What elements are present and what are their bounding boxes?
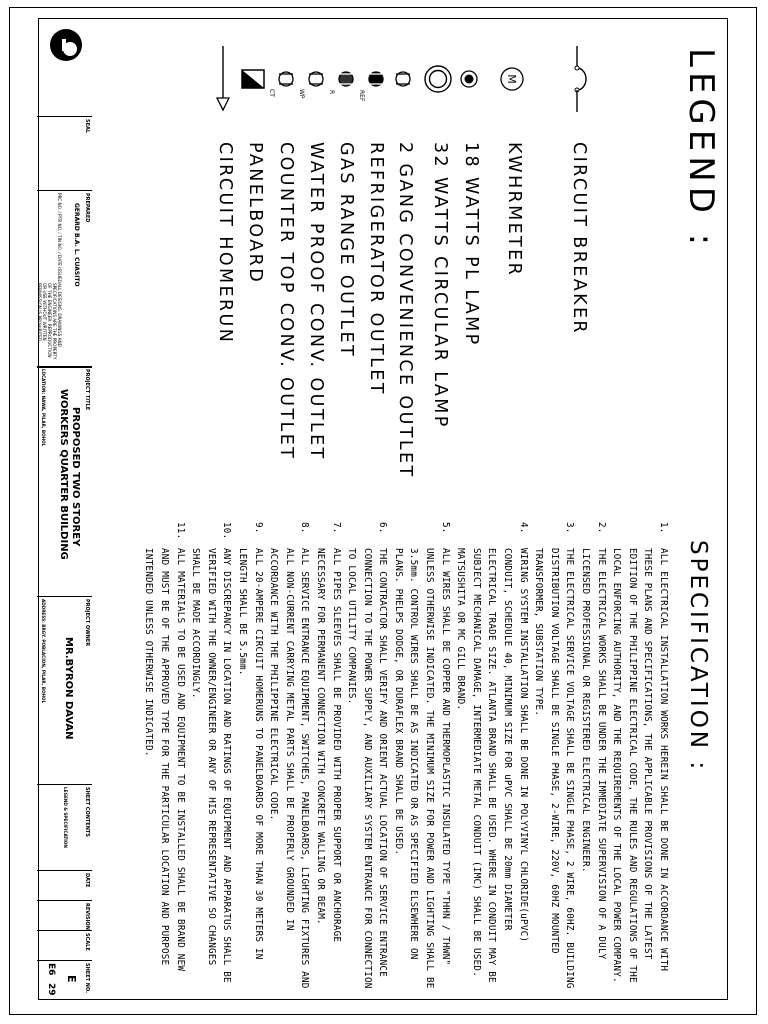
legend-item: [359, 30, 389, 550]
specification-list: [141, 522, 671, 992]
sheet-contents-value: LEGEND & SPECIFICATION: [63, 787, 68, 848]
date-label: DATE: [84, 873, 90, 888]
counter-top-outlet-icon: [269, 44, 299, 114]
project-location: LOCATION: NAWA, PILAR, BOHOL: [41, 369, 46, 447]
legend-item-label: COUNTER TOP CONV. OUTLET: [276, 142, 296, 461]
spec-item-number: 10.: [221, 522, 233, 540]
spec-item: [577, 522, 608, 992]
spec-item: [390, 522, 452, 992]
legend-item: [388, 30, 418, 550]
legend-item: [497, 30, 527, 550]
spec-item-number: 11.: [174, 522, 186, 540]
scale-cell: [37, 931, 92, 961]
kwh-meter-symbol-text: M: [505, 74, 518, 84]
spec-item-number: 6.: [377, 522, 389, 534]
legend-item: [423, 30, 453, 550]
legend-item-label: CIRCUIT HOMERUN: [215, 142, 235, 345]
prc-lines: PRC NO. / PTR NO. / TIN NO. / DATE ISSUED: [57, 193, 62, 283]
sheet-letter: E: [65, 975, 78, 983]
circular-lamp-icon: [423, 44, 453, 114]
refrigerator-outlet-icon: [359, 44, 389, 114]
water-proof-symbol-text: WP: [298, 89, 305, 99]
legend-item-label: WATER PROOF CONV. OUTLET: [306, 142, 326, 461]
spec-item-text: ALL 20-AMPERE CIRCUIT HOMERUNS TO PANELBOARDS OF MORE THAN 30 METERS IN LENGTH SHALL BE 5.5mm.: [236, 548, 264, 960]
spec-item-text: ALL MATERIALS TO BE USED AND EQUIPMENT TO BE INSTALLED SHALL BE BRAND NEW AND MUST BE OF THE APPROVED TYPE FOR THE PARTICULAR LOCATION AND PURPOSE INTENDED UNLESS OTHERWISE INDICATED.: [143, 548, 186, 972]
spec-item-number: 1.: [658, 522, 669, 534]
sheet-total: 29: [46, 983, 56, 996]
spec-item-text: THE ELECTRICAL WORKS SHALL BE UNDER THE IMMEDIATE SUPERVISION OF A DULY LICENSED PROFESSIONAL OR REGISTERED ELECTRICAL ENGINEER.: [580, 548, 607, 960]
spec-item-text: ALL SERVICE ENTRANCE EQUIPMENT, SWITCHES, PANELBOARDS, LIGHTING FIXTURES AND ALL NON-CURRENT CARRYING METAL PARTS SHALL BE PROPERLY GROUNDED IN ACCORDANCE WITH THE PHILIPPINE ELECTRICAL CODE.: [268, 548, 311, 989]
legend-title: LEGEND :: [681, 48, 721, 251]
pl-lamp-icon: [454, 44, 484, 114]
legend-item-label: PANELBOARD: [245, 142, 265, 285]
sheet-label: SHEET NO.: [84, 963, 90, 993]
sheet-contents-label: SHEET CONTENTS: [84, 787, 90, 837]
refrigerator-symbol-text: REF: [358, 90, 365, 102]
spec-item: [344, 522, 391, 992]
seal-cell: [37, 117, 92, 191]
spec-item-text: THE CONTRACTOR SHALL VERIFY AND ORIENT ACTUAL LOCATION OF SERVICE ENTRANCE CONNECTION TO THE POWER SUPPLY, AND AUXILIARY SYSTEM ENTRANCE FOR CONNECTION TO LOCAL UTILITY COMPANIES.: [346, 548, 389, 989]
scale-label: SCALE: [84, 933, 90, 951]
project-line-1: PROPOSED TWO STOREY: [70, 407, 81, 547]
spec-item-number: 2.: [595, 522, 607, 534]
spec-item: [188, 522, 235, 992]
spec-item-number: 9.: [252, 522, 264, 534]
spec-item-text: WIRING SYSTEM INSTALLATION SHALL BE DONE IN POLYVINYL CHLORIDE(uPVC) CONDUIT, SCHEDULE 40, MINIMUM SIZE FOR uPVC SHALL BE 20mm DIAMETER ELECTRICAL TRADE SIZE. ATLANTA BRAND SHALL BE USED. WHERE IN CONDUIT MAY BE SUBJECT MECHANICAL DAMAGE, INTERMEDIATE METAL CONDUIT (IMC) SHALL BE USED. MATSUSHITA OR MC GILL BRAND.: [455, 548, 529, 983]
spec-item: [141, 522, 188, 992]
project-line-2: WORKERS QUARTER BUILDING: [58, 389, 69, 560]
spec-item: [234, 522, 265, 992]
legend-item: [299, 30, 329, 550]
revision-cell: [37, 901, 92, 931]
engineer-name: GERARD B.A. L. CUASITO: [73, 203, 80, 287]
spec-item-number: 7.: [330, 522, 342, 534]
spec-item: [609, 522, 671, 992]
homerun-arrow-icon: [208, 44, 238, 114]
date-cell: [37, 871, 92, 901]
convenience-outlet-icon: [388, 44, 418, 114]
circuit-breaker-icon: [562, 44, 592, 114]
sheet-contents-cell: [37, 785, 92, 871]
spec-item-text: ANY DISCREPANCY IN LOCATION AND RATINGS OF EQUIPMENT AND APPARATUS SHALL BE VERIFIED WITH THE OWNER/ENGINEER OR ANY OF HIS REPRESENTATIVE SO CHANGES SHALL BE MADE ACCORDINGLY.: [190, 548, 233, 983]
legend-item: [329, 30, 359, 550]
title-block: [37, 19, 92, 999]
spec-item: [266, 522, 313, 992]
project-label: PROJECT TITLE: [84, 369, 90, 411]
spec-item-number: 4.: [517, 522, 529, 534]
legend-item-label: CIRCUIT BREAKER: [569, 142, 589, 335]
notes-text: ALL DESIGNS, DRAWINGS AND SPECIFICATIONS ARE THE PROPERTY OF THE ENGINEER. REPRODUCTION OR USE WITHOUT WRITTEN PERMISSION IS PROHIBITED.: [37, 283, 62, 360]
owner-name: MR.BYRON DAVAN: [63, 637, 74, 740]
sheet-number: E6: [46, 963, 56, 976]
legend-item: [562, 30, 592, 550]
gas-range-symbol-text: R: [328, 90, 335, 95]
logo-cell: [37, 19, 92, 117]
kwh-meter-icon: [497, 44, 527, 114]
project-cell: [37, 367, 92, 597]
spec-item-number: 5.: [439, 522, 451, 534]
specification-title: SPECIFICATION :: [685, 540, 711, 773]
owner-cell: [37, 597, 92, 785]
legend-item: [208, 30, 238, 550]
legend-item-label: 2 GANG CONVENIENCE OUTLET: [395, 142, 415, 479]
water-proof-outlet-icon: [299, 44, 329, 114]
panelboard-icon: [238, 44, 268, 114]
counter-top-symbol-text: CT: [268, 89, 275, 97]
prepared-label: PREPARED: [84, 193, 90, 223]
legend-item: [269, 30, 299, 550]
sheet-content: [103, 30, 725, 998]
spec-item-number: 8.: [299, 522, 311, 534]
sheet-number-cell: [37, 961, 92, 999]
firm-logo-icon: [46, 25, 86, 65]
spec-item-text: ALL PIPES SLEEVES SHALL BE PROVIDED WITH PROPER SUPPORT OR ANCHORAGE NECESSARY FOR PERMANENT CONNECTION WITH CONCRETE WALLING OR BEAM.: [314, 548, 342, 943]
legend-item-label: 18 WATTS PL LAMP: [461, 142, 481, 347]
spec-item: [531, 522, 578, 992]
legend-item: [238, 30, 268, 550]
spec-item-text: THE ELECTRICAL SERVICE VOLTAGE SHALL BE SINGLE PHASE, 2 WIRE, 60HZ. BUILDING DISTRIBUTION VOLTAGE SHALL BE SINGLE PHASE, 2-WIRE, 220V, 60HZ MOUNTED TRANSFORMER, SUBSTATION TYPE.: [533, 548, 576, 989]
legend-item-label: 32 WATTS CIRCULAR LAMP: [430, 142, 450, 429]
legend-item: [454, 30, 484, 550]
gas-range-outlet-icon: [329, 44, 359, 114]
legend-item-label: GAS RANGE OUTLET: [336, 142, 356, 359]
notes-cell: [37, 281, 92, 367]
legend-item-label: KWHRMETER: [504, 142, 524, 278]
revision-label: REVISION: [84, 903, 90, 930]
legend-item-label: REFRIGERATOR OUTLET: [366, 142, 386, 396]
seal-label: SEAL: [84, 119, 90, 134]
spec-item: [453, 522, 531, 992]
owner-address: ADDRESS: BRGY. POBLACION, PILAR, BOHOL: [41, 599, 46, 704]
spec-item-text: ALL ELECTRICAL INSTALLATION WORKS HEREIN SHALL BE DONE IN ACCORDANCE WITH THESE PLANS AND SPECIFICATIONS, THE APPLICABLE PROVISIONS OF THE LATEST EDITION OF THE PHILIPPINE ELECTRICAL CODE, THE RULES AND REGULATIONS OF THE LOCAL ENFORCING AUTHORITY, AND THE REQUIREMENTS OF THE LOCAL POWER COMPANY.: [611, 548, 669, 983]
spec-item-text: ALL WIRES SHALL BE COPPER AND THERMOPLASTIC INSULATED TYPE "THHN / THWN" UNLESS OTHERWISE INDICATED. THE MINIMUM SIZE FOR POWER AND LIGHTING SHALL BE 3.5mm. CONTROL WIRES SHALL BE AS INDICATED OR AS SPECIFIED ELSEWHERE ON PLANS. PHELPS DODGE, OR DURAFLEX BRAND SHALL BE USED.: [392, 548, 451, 989]
owner-label: PROJECT OWNER: [84, 599, 90, 647]
spec-item: [312, 522, 343, 992]
spec-item-number: 3.: [564, 522, 576, 534]
